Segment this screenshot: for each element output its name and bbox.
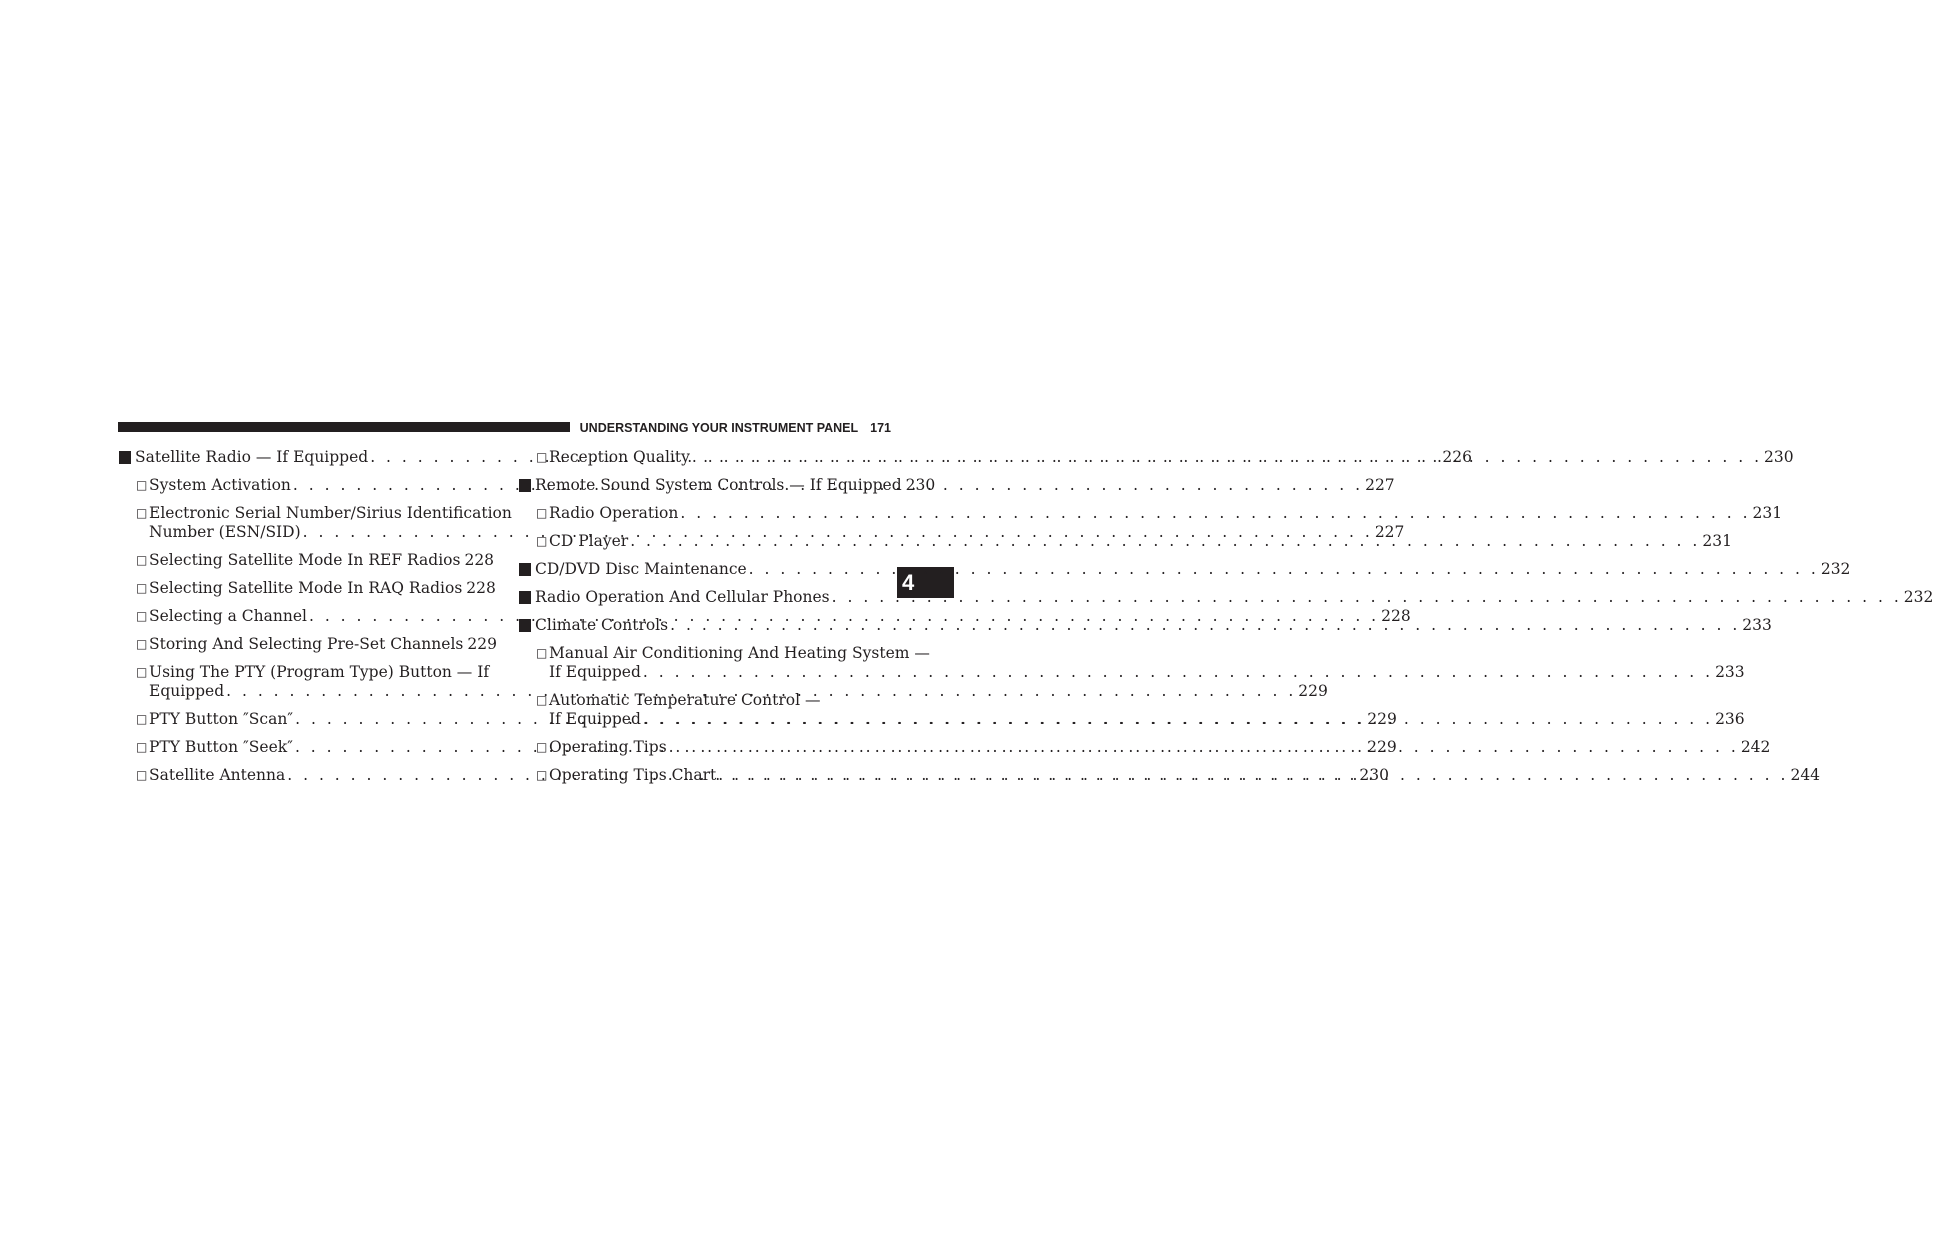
toc-page-number: 227 <box>1374 523 1405 541</box>
toc-entry-title: Radio Operation And Cellular Phones <box>535 588 830 606</box>
dot-leader <box>692 448 1762 467</box>
toc-page-number: 232 <box>1820 560 1851 578</box>
toc-entry-line <box>549 691 892 710</box>
toc-page-number: 228 <box>464 551 495 569</box>
toc-entry-radio-operation-and-cellular-phones[interactable] <box>518 588 1933 607</box>
toc-entry-line <box>549 644 930 663</box>
toc-entry-title: Climate Controls <box>535 616 669 634</box>
toc-page-number: 231 <box>1702 532 1732 550</box>
hollow-square-bullet-icon: □ <box>136 712 148 726</box>
toc-entry-line <box>149 579 496 598</box>
toc-page-number: 236 <box>1715 710 1745 728</box>
toc-page-number: 229 <box>1367 710 1397 728</box>
running-header <box>579 420 891 436</box>
toc-entry-line <box>149 504 512 523</box>
toc-entry-line <box>149 551 495 570</box>
toc-entry-title: Manual Air Conditioning And Heating System — <box>549 644 930 662</box>
toc-page-number: 229 <box>1298 682 1328 700</box>
toc-entry-remote-sound-system-controls-if-equipped[interactable] <box>518 476 936 495</box>
toc-entry-title: Operating Tips Chart <box>549 766 717 784</box>
hollow-square-bullet-icon: □ <box>536 768 548 782</box>
toc-page-number: 230 <box>1764 448 1794 466</box>
toc-entry-line <box>535 560 1851 579</box>
toc-entry-selecting-satellite-mode-in-ref-radios[interactable] <box>118 551 495 570</box>
toc-entry-title: Number (ESN/SID) <box>149 523 301 541</box>
toc-page-number: 242 <box>1740 738 1771 756</box>
toc-entry-title: Storing And Selecting Pre-Set Channels <box>149 635 464 653</box>
toc-entry-title: CD/DVD Disc Maintenance <box>535 560 747 578</box>
section-title: UNDERSTANDING YOUR INSTRUMENT PANEL <box>579 421 859 435</box>
filled-square-bullet-icon <box>519 479 531 492</box>
toc-entry-title: Satellite Radio — If Equipped <box>135 448 369 466</box>
toc-page-number: 230 <box>905 476 936 494</box>
hollow-square-bullet-icon: □ <box>536 450 548 464</box>
chapter-tab: 4 <box>897 567 954 598</box>
toc-page-number: 229 <box>1367 738 1397 756</box>
hollow-square-bullet-icon: □ <box>536 740 548 754</box>
hollow-square-bullet-icon: □ <box>136 478 148 492</box>
hollow-square-bullet-icon: □ <box>136 768 148 782</box>
toc-entry-storing-and-selecting-pre-set-channels[interactable] <box>118 635 497 654</box>
dot-leader <box>643 710 1713 729</box>
toc-entry-title: PTY Button ″Scan″ <box>149 710 294 728</box>
toc-entry-title: Selecting Satellite Mode In REF Radios <box>149 551 461 569</box>
toc-entry-line <box>535 588 1933 607</box>
toc-page-number: 231 <box>1752 504 1783 522</box>
hollow-square-bullet-icon: □ <box>536 693 548 707</box>
toc-entry-manual-air-conditioning-and-heating-syst[interactable] <box>518 644 1745 682</box>
toc-entry-radio-operation[interactable] <box>518 504 1783 523</box>
toc-entry-line <box>549 663 1745 682</box>
page-number: 171 <box>870 421 891 435</box>
filled-square-bullet-icon <box>519 619 531 632</box>
hollow-square-bullet-icon: □ <box>136 553 148 567</box>
dot-leader <box>630 532 1700 551</box>
toc-entry-title: Radio Operation <box>549 504 679 522</box>
toc-page-number: 228 <box>1381 607 1411 625</box>
hollow-square-bullet-icon: □ <box>536 506 548 520</box>
toc-entry-title: If Equipped <box>549 710 641 728</box>
hollow-square-bullet-icon: □ <box>136 506 148 520</box>
hollow-square-bullet-icon: □ <box>136 740 148 754</box>
toc-entry-line <box>535 476 936 495</box>
toc-entry-line <box>149 635 497 654</box>
hollow-square-bullet-icon: □ <box>136 665 148 679</box>
hollow-square-bullet-icon: □ <box>136 581 148 595</box>
toc-entry-title: Using The PTY (Program Type) Button — If <box>149 663 490 681</box>
toc-page-number: 230 <box>1359 766 1389 784</box>
toc-entry-title: CD Player <box>549 532 629 550</box>
header-rule <box>118 422 570 432</box>
toc-entry-title: Selecting a Channel <box>149 607 307 625</box>
hollow-square-bullet-icon: □ <box>536 534 548 548</box>
dot-leader <box>832 588 1902 607</box>
hollow-square-bullet-icon: □ <box>536 646 548 660</box>
toc-entry-title: If Equipped <box>549 663 641 681</box>
toc-entry-title: Automatic Temperature Control — <box>549 691 821 709</box>
toc-page-number: 233 <box>1742 616 1772 634</box>
toc-entry-title: Electronic Serial Number/Sirius Identification <box>149 504 512 522</box>
toc-entry-title: System Activation <box>149 476 291 494</box>
dot-leader <box>670 616 1740 635</box>
toc-entry-line <box>149 663 492 682</box>
toc-entry-title: Reception Quality <box>549 448 690 466</box>
toc-page-number: 229 <box>467 635 497 653</box>
toc-entry-title: Equipped <box>149 682 225 700</box>
toc-entry-title: Operating Tips <box>549 738 667 756</box>
dot-leader <box>718 766 1788 785</box>
toc-page-number: 227 <box>1365 476 1395 494</box>
filled-square-bullet-icon <box>519 563 531 576</box>
toc-entry-line <box>549 504 1783 523</box>
dot-leader <box>749 560 1819 579</box>
toc-entry-title: Satellite Antenna <box>149 766 286 784</box>
filled-square-bullet-icon <box>519 591 531 604</box>
toc-entry-title: Selecting Satellite Mode In RAQ Radios <box>149 579 463 597</box>
toc-entry-cd-dvd-disc-maintenance[interactable] <box>518 560 1851 579</box>
dot-leader <box>669 738 1739 757</box>
toc-page-number: 228 <box>466 579 496 597</box>
toc-page-number: 232 <box>1903 588 1933 606</box>
toc-page-number: 244 <box>1790 766 1821 784</box>
hollow-square-bullet-icon: □ <box>136 609 148 623</box>
hollow-square-bullet-icon: □ <box>136 637 148 651</box>
toc-page-number: 233 <box>1715 663 1745 681</box>
toc-entry-title: PTY Button ″Seek″ <box>149 738 293 756</box>
toc-entry-title: Remote Sound System Controls — If Equipped <box>535 476 902 494</box>
toc-page-number: 226 <box>1442 448 1472 466</box>
filled-square-bullet-icon <box>119 451 131 464</box>
dot-leader <box>680 504 1750 523</box>
toc-entry-selecting-satellite-mode-in-raq-radios[interactable] <box>118 579 496 598</box>
dot-leader <box>643 663 1713 682</box>
